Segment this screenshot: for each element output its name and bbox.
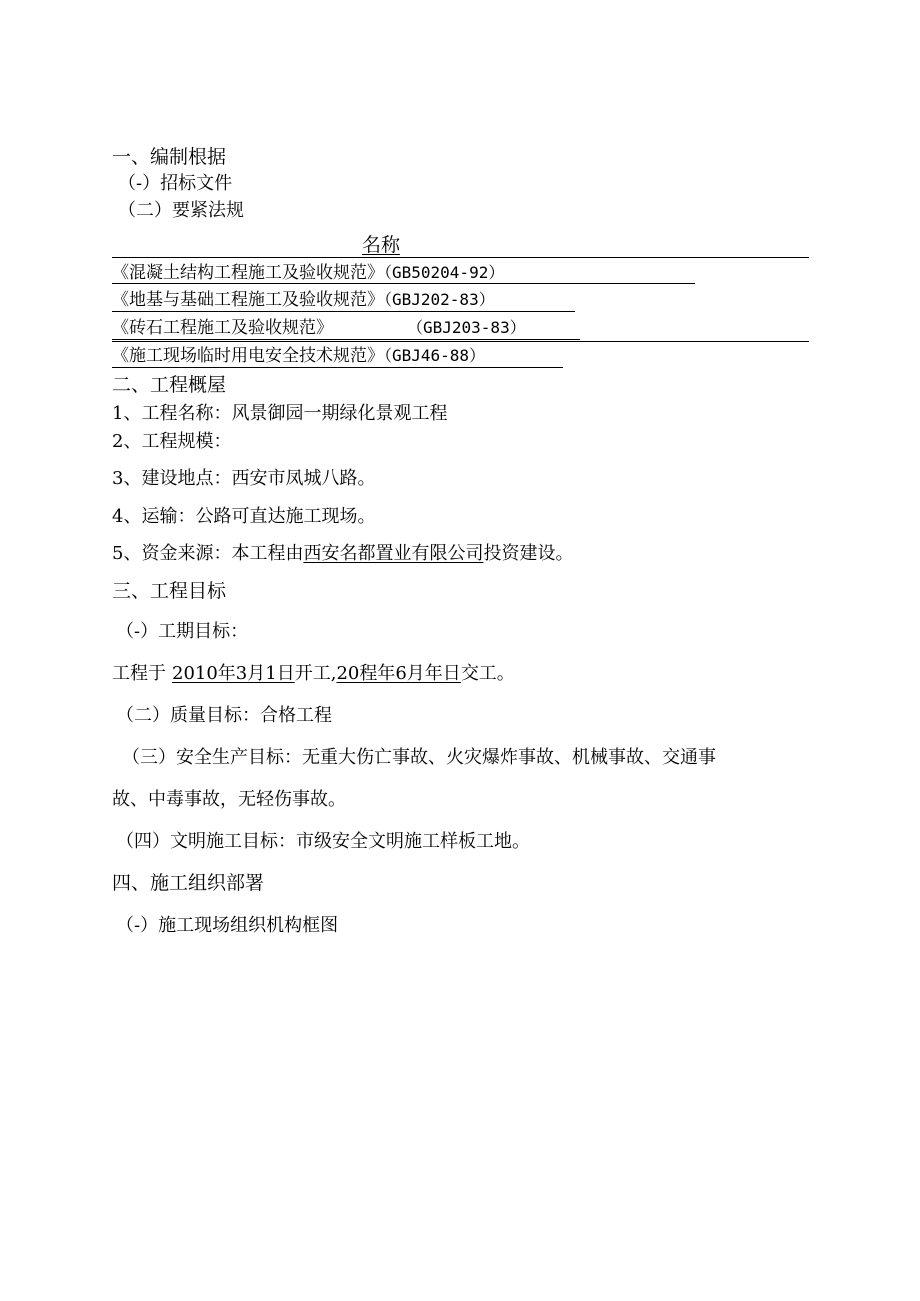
project-funding: 5、资金来源：本工程由西安名都置业有限公司投资建设。 xyxy=(112,543,574,564)
org-chart-subsection: （-）施工现场组织机构框图 xyxy=(116,915,339,936)
laws-table-header: 名称 xyxy=(362,234,401,256)
project-name: 1、工程名称：风景御园一期绿化景观工程 xyxy=(112,403,448,424)
law-code: （GB50204-92） xyxy=(384,263,505,282)
company-name: 西安名都置业有限公司 xyxy=(303,543,484,564)
table-rule xyxy=(112,367,563,368)
law-row xyxy=(112,317,526,339)
schedule-dates: 工程于 2010年3月1日开工,20程年6月年日交工。 xyxy=(112,663,515,684)
subsection-regulations: （二）要紧法规 xyxy=(118,200,244,221)
project-location: 3、建设地点：西安市凤城八路。 xyxy=(112,468,376,489)
table-rule xyxy=(112,311,575,312)
law-row xyxy=(112,345,485,367)
table-rule xyxy=(112,257,809,258)
law-name: 《砖石工程施工及验收规范》 xyxy=(112,318,333,338)
safety-goal: （三）安全生产目标：无重大伤亡事故、火灾爆炸事故、机械事故、交通事 xyxy=(122,747,716,768)
quality-goal: （二）质量目标：合格工程 xyxy=(116,705,332,726)
project-transport: 4、运输：公路可直达施工现场。 xyxy=(112,506,376,527)
section-heading: 二、工程概屋 xyxy=(112,374,227,396)
law-name: 《施工现场临时用电安全技术规范》 xyxy=(112,346,384,366)
law-code: （GBJ203-83） xyxy=(415,318,526,337)
section-heading: 四、施工组织部署 xyxy=(112,872,265,894)
table-rule xyxy=(112,341,809,342)
section-heading: 三、工程目标 xyxy=(112,580,227,602)
table-rule xyxy=(112,339,580,340)
start-date: 2010年3月1日 xyxy=(172,663,295,684)
law-row xyxy=(112,262,504,284)
civilized-construction-goal: （四）文明施工目标：市级安全文明施工样板工地。 xyxy=(116,831,530,852)
schedule-goal: （-）工期目标： xyxy=(116,621,249,642)
law-name: 《混凝土结构工程施工及验收规范》 xyxy=(112,263,384,283)
end-date: 20程年6月年日 xyxy=(336,663,461,684)
law-code: （GBJ202-83） xyxy=(384,290,495,309)
section-heading: 一、编制根据 xyxy=(112,146,227,168)
safety-goal-cont: 故、中毒事故，无轻伤事故。 xyxy=(112,789,346,810)
law-name: 《地基与基础工程施工及验收规范》 xyxy=(112,290,384,310)
project-scale: 2、工程规模： xyxy=(112,431,232,452)
table-rule xyxy=(112,283,695,284)
subsection-tender-docs: （-）招标文件 xyxy=(118,173,233,194)
law-row xyxy=(112,289,495,311)
law-code: （GBJ46-88） xyxy=(384,346,486,365)
